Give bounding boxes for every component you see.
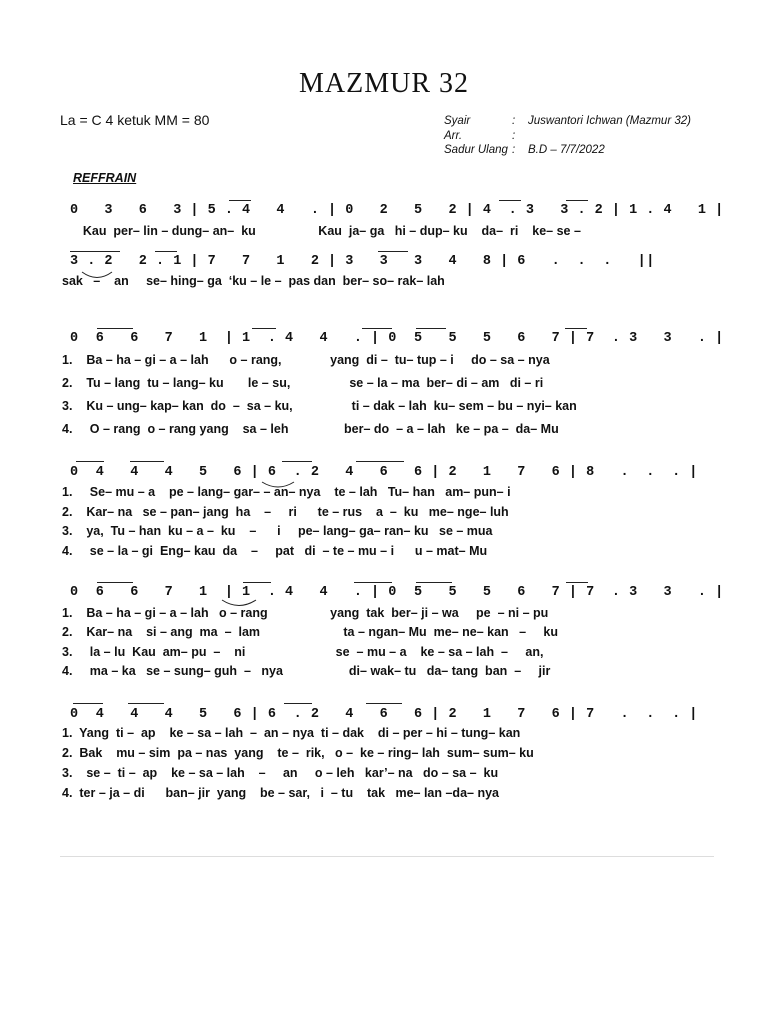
verse-block-4-notes: 0 4 4 4 5 6 | 6 . 2 4 6 6 | 2 1 7 6 | 7 . . . | bbox=[70, 707, 698, 722]
verse-block-3-line-2: 2. Kar– na si – ang ma – lam ta – ngan– Mu me– ne– kan – ku bbox=[62, 625, 559, 639]
verse-block-3-line-3: 3. la – lu Kau am– pu – ni se – mu – a ke – sa – lah – an, bbox=[62, 645, 544, 659]
credit-value: Juswantori Ichwan (Mazmur 32) bbox=[528, 115, 691, 127]
credit-row-arranger: Arr. : bbox=[444, 129, 516, 142]
credit-row-rearranged: Sadur Ulang : B.D – 7/7/2022 bbox=[444, 144, 605, 156]
credit-row-lyricist: Syair : Juswantori Ichwan (Mazmur 32) bbox=[444, 115, 691, 127]
verse-block-2-line-2: 2. Kar– na se – pan– jang ha – ri te – rus a – ku me– nge– luh bbox=[62, 505, 509, 519]
credit-label: Syair bbox=[444, 115, 471, 127]
verse-block-3-notes: 0 6 6 7 1 | 1 . 4 4 . | 0 5 5 5 6 7 | 7 . 3 3 . | bbox=[70, 585, 724, 600]
credit-value: B.D – 7/7/2022 bbox=[528, 144, 605, 156]
slur-mark bbox=[222, 600, 256, 606]
refrain-lyric-line-1: Kau per– lin – dung– an– ku Kau ja– ga hi – dup– ku da– ri ke– se – bbox=[62, 224, 581, 238]
verse-block-2-line-4: 4. se – la – gi Eng– kau da – pat di – te – mu – i u – mat– Mu bbox=[62, 544, 488, 558]
verse-block-3-line-4: 4. ma – ka se – sung– guh – nya di– wak– tu da– tang ban – jir bbox=[62, 664, 551, 678]
refrain-label: REFFRAIN bbox=[73, 171, 137, 185]
verse-block-3-line-1: 1. Ba – ha – gi – a – lah o – rang yang tak ber– ji – wa pe – ni – pu bbox=[62, 606, 549, 620]
verse-block-1-notes: 0 6 6 7 1 | 1 . 4 4 . | 0 5 5 5 6 7 | 7 . 3 3 . | bbox=[70, 331, 724, 346]
credit-label: Arr. bbox=[444, 129, 463, 142]
verse-block-4-line-1: 1. Yang ti – ap ke – sa – lah – an – nya ti – dak di – per – hi – tung– kan bbox=[62, 726, 521, 740]
verse-block-1-line-4: 4. O – rang o – rang yang sa – leh ber– do – a – lah ke – pa – da– Mu bbox=[62, 422, 559, 436]
verse-block-1-line-2: 2. Tu – lang tu – lang– ku le – su, se – la – ma ber– di – am di – ri bbox=[62, 376, 544, 390]
refrain-notes-line-1: 0 3 6 3 | 5 . 4 4 . | 0 2 5 2 | 4 . 3 3 . 2 | 1 . 4 1 | bbox=[70, 203, 724, 218]
verse-block-4-line-2: 2. Bak mu – sim pa – nas yang te – rik, o – ke – ring– lah sum– sum– ku bbox=[62, 746, 534, 760]
credit-label: Sadur Ulang bbox=[444, 144, 508, 156]
key-tempo-info: La = C 4 ketuk MM = 80 bbox=[60, 112, 210, 128]
verse-block-4-line-4: 4. ter – ja – di ban– jir yang be – sar, i – tu tak me– lan –da– nya bbox=[62, 786, 499, 800]
verse-block-4-line-3: 3. se – ti – ap ke – sa – lah – an o – leh kar’– na do – sa – ku bbox=[62, 766, 499, 780]
refrain-lyric-line-2: sak – an se– hing– ga ‘ku – le – pas dan ber– so– rak– lah bbox=[62, 274, 445, 288]
verse-block-2-line-3: 3. ya, Tu – han ku – a – ku – i pe– lang– ga– ran– ku se – mua bbox=[62, 524, 493, 538]
song-title: MAZMUR 32 bbox=[298, 68, 469, 99]
slur-mark bbox=[262, 482, 294, 487]
verse-block-1-line-1: 1. Ba – ha – gi – a – lah o – rang, yang di – tu– tup – i do – sa – nya bbox=[62, 353, 550, 367]
verse-block-1-line-3: 3. Ku – ung– kap– kan do – sa – ku, ti – dak – lah ku– sem – bu – nyi– kan bbox=[62, 399, 577, 413]
slur-mark bbox=[82, 272, 112, 278]
refrain-notes-line-2: 3 . 2 2 . 1 | 7 7 1 2 | 3 3 3 4 8 | 6 . . . || bbox=[70, 254, 655, 269]
verse-block-2-line-1: 1. Se– mu – a pe – lang– gar– – an– nya te – lah Tu– han am– pun– i bbox=[62, 485, 511, 499]
footer-divider bbox=[60, 856, 714, 857]
verse-block-2-notes: 0 4 4 4 5 6 | 6 . 2 4 6 6 | 2 1 7 6 | 8 . . . | bbox=[70, 465, 698, 480]
